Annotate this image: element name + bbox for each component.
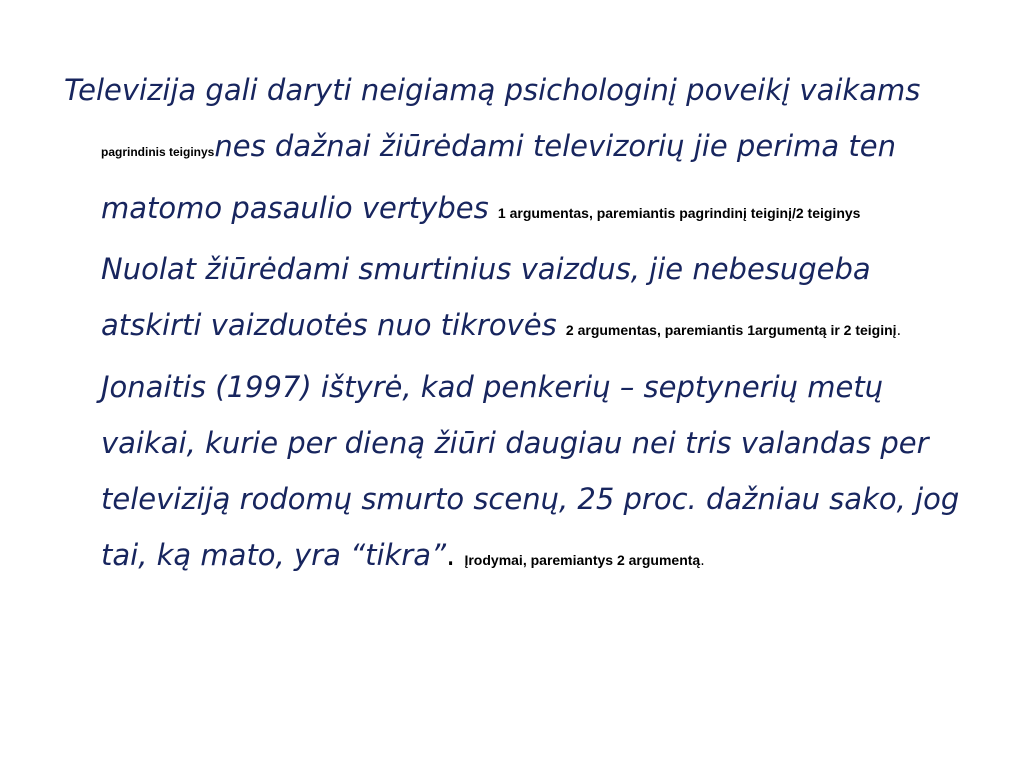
bullet-paragraph — [64, 62, 964, 589]
argument-1-text: nes dažnai žiūrėdami televizorių jie perima ten matomo pasaulio vertybes — [101, 129, 896, 225]
argument-2-text: Nuolat žiūrėdami smurtinius vaizdus, jie nebesugeba atskirti vaizduotės nuo tikrovės — [101, 252, 871, 342]
annotation-main-claim: pagrindinis teiginys — [101, 145, 215, 159]
period: . — [700, 553, 705, 569]
period: . — [896, 323, 902, 339]
evidence-text: Jonaitis (1997) ištyrė, kad penkerių – septynerių metų vaikai, kurie per dieną žiūri daugiau nei tris valandas per televiziją rodomų smurto scenų, 25 proc. dažniau sako, jog tai, ką mato, yra “tikra” — [101, 370, 960, 572]
main-claim-text: Televizija gali daryti neigiamą psichologinį poveikį vaikams — [64, 73, 921, 107]
annotation-argument-1: 1 argumentas, paremiantis pagrindinį teiginį/2 teiginys — [497, 205, 861, 221]
annotation-evidence: Įrodymai, paremiantys 2 argumentą — [464, 552, 701, 568]
period: . — [446, 538, 465, 572]
annotation-argument-2: 2 argumentas, paremiantis 1argumentą ir 2 teiginį — [565, 322, 897, 338]
